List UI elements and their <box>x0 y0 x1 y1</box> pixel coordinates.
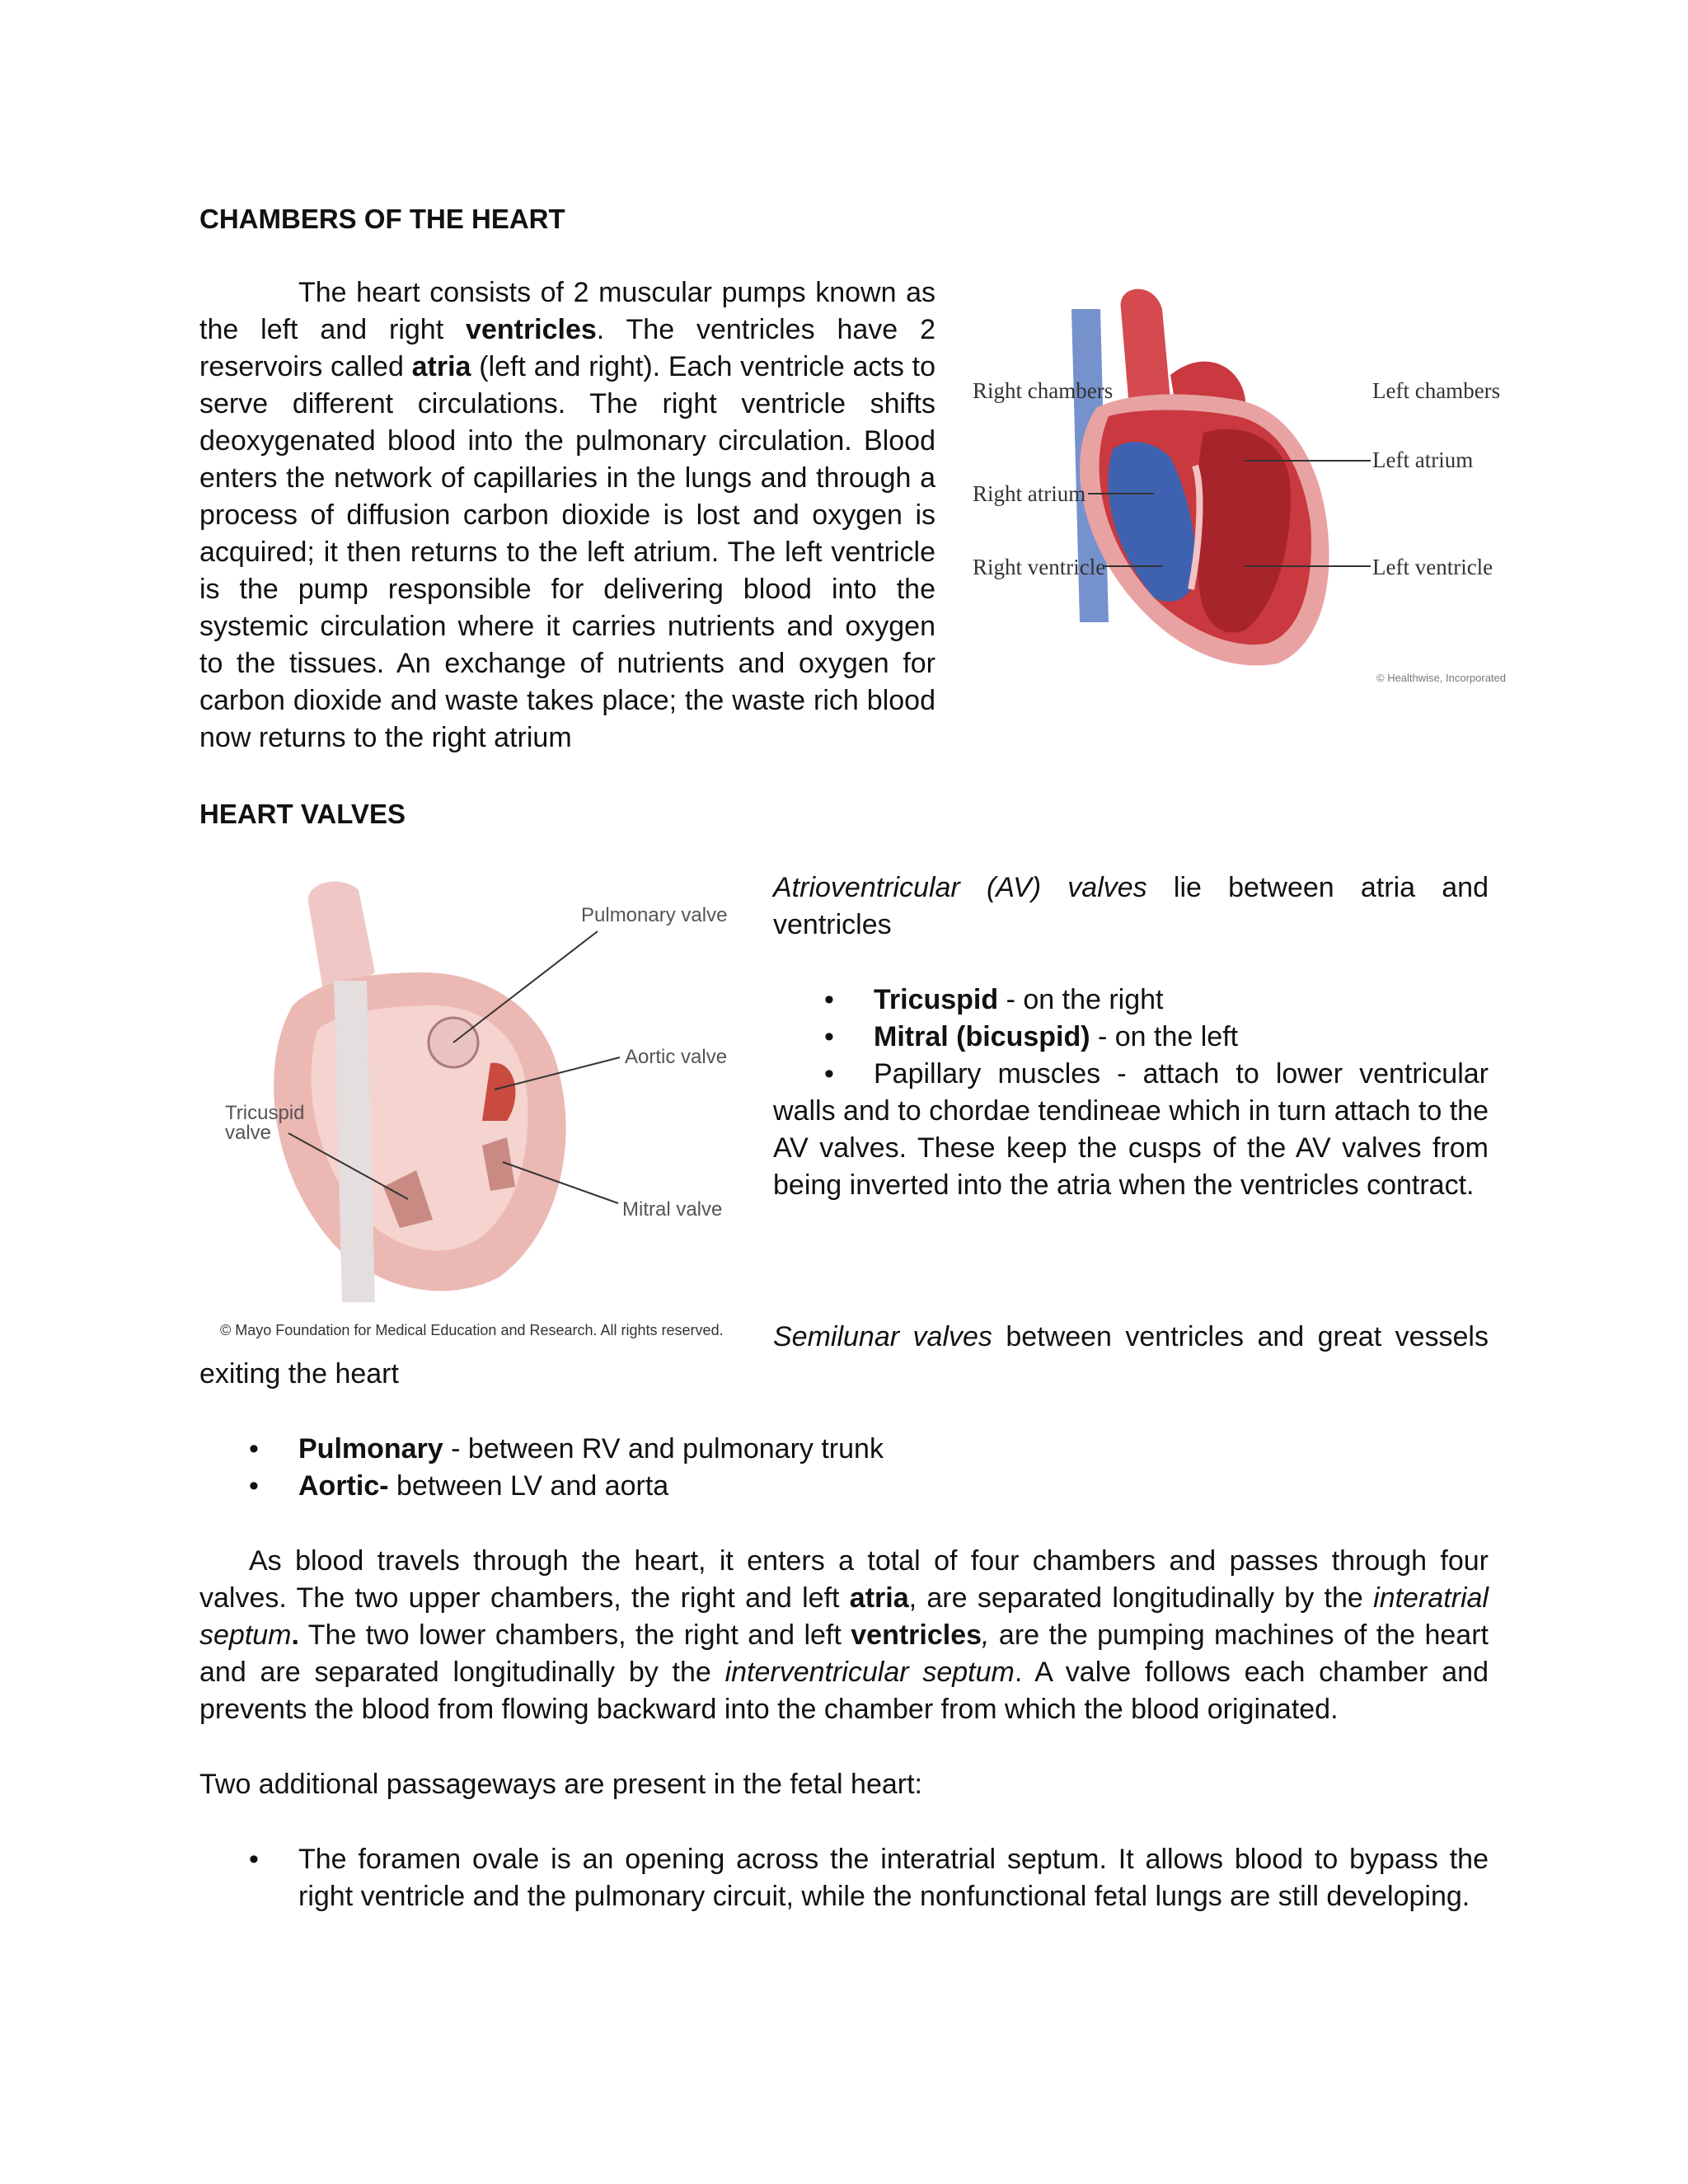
bullet-dot: • <box>824 984 834 1015</box>
bullet-aortic-text <box>298 1468 668 1505</box>
label-left-atrium: Left atrium <box>1372 448 1474 472</box>
bullet-mitral-bold: Mitral (bicuspid) <box>874 1021 1090 1052</box>
chambers-text-2: . The ventricles have 2 reservoirs called <box>199 314 935 382</box>
aorta-shape <box>1121 289 1170 408</box>
travel-italic-interventricular: interventricular septum <box>724 1657 1015 1688</box>
bullet-dot-papillary: • <box>824 1058 834 1090</box>
travel-text-5: . A valve follows each chamber and prevents the blood from flowing backward into the chamber from which the blood originated. <box>199 1657 1489 1725</box>
bullet-pulmonary-text <box>298 1431 884 1468</box>
label-right-ventricle: Right ventricle <box>973 555 1106 579</box>
travel-text-1: As blood travels through the heart, it enters a total of four chambers and passes through four valves. The two upper chambers, the right and left <box>199 1545 1489 1614</box>
figure-credit-healthwise: © Healthwise, Incorporated <box>1376 672 1506 684</box>
chambers-bold-ventricles: ventricles <box>466 314 597 345</box>
label-right-atrium: Right atrium <box>973 481 1086 506</box>
bullet-aortic-bold: Aortic- <box>298 1470 389 1502</box>
bullet-pulmonary-rest: - between RV and pulmonary trunk <box>443 1433 884 1465</box>
label-mitral-valve: Mitral valve <box>622 1198 723 1221</box>
semilunar-italic: Semilunar valves <box>773 1321 992 1352</box>
chambers-paragraph <box>199 274 935 757</box>
travel-text-4: are the pumping machines of the heart and are separated longitudinally by the <box>199 1619 1489 1688</box>
label-pulmonary-valve: Pulmonary valve <box>581 904 728 926</box>
bullet-pulmonary-bold: Pulmonary <box>298 1433 443 1465</box>
av-valves-rest: lie between atria and ventricles <box>773 872 1489 940</box>
av-valves-italic: Atrioventricular (AV) valves <box>773 872 1147 903</box>
section-heading-valves: HEART VALVES <box>199 799 406 829</box>
chambers-text-1: The heart consists of 2 muscular pumps known as the left and right <box>199 277 935 345</box>
bullet-dot: • <box>249 1470 259 1502</box>
figure-credit-mayo: © Mayo Foundation for Medical Education and Research. All rights reserved. <box>220 1322 724 1338</box>
bullet-tricuspid-rest: - on the right <box>998 984 1164 1015</box>
travel-paragraph <box>199 1543 1489 1728</box>
label-aortic-valve: Aortic valve <box>625 1046 728 1068</box>
heart-chambers-figure <box>964 276 1517 696</box>
papillary-paragraph: Papillary muscles - attach to lower ventricular walls and to chordae tendineae which in turn attach to the AV valves. These keep the cusps of the AV valves from being inverted into the atria when the ventricles contract. <box>773 1058 1489 1201</box>
bullet-dot: • <box>824 1021 834 1052</box>
bullet-tricuspid-text <box>874 982 1163 1019</box>
foramen-ovale-bullet: The foramen ovale is an opening across the interatrial septum. It allows blood to bypass the right ventricle and the pulmonary circuit, while the nonfunctional fetal lungs are still developing. <box>298 1844 1489 1912</box>
travel-italic-comma: , <box>982 1619 990 1651</box>
semilunar-rest: between ventricles and great vessels <box>992 1321 1489 1352</box>
travel-italic-interatrial: interatrial septum <box>199 1582 1489 1651</box>
bullet-mitral-text <box>874 1019 1238 1056</box>
bullet-dot-foramen: • <box>249 1844 259 1875</box>
av-valves-line <box>773 869 1489 944</box>
travel-bold-ventricles: ventricles <box>851 1619 982 1651</box>
bullet-aortic-rest: between LV and aorta <box>388 1470 669 1502</box>
chambers-text-3: (left and right). Each ventricle acts to serve different circulations. The right ventricle shifts deoxygenated blood into the pulmonary circulation. Blood enters the network of capillaries in the lungs and through a process of diffusion carbon dioxide is lost and oxygen is acquired; it then returns to the left atrium. The left ventricle is the pump responsible for delivering blood into the systemic circulation where it carries nutrients and oxygen to the tissues. An exchange of nutrients and oxygen for carbon dioxide and waste takes place; the waste rich blood now returns to the right atrium <box>199 351 936 753</box>
semilunar-continuation: exiting the heart <box>199 1358 399 1390</box>
bullet-dot: • <box>249 1433 259 1465</box>
heart-valves-figure <box>210 874 754 1352</box>
label-tricuspid-valve-1: Tricuspid <box>225 1102 305 1124</box>
travel-bold-atria: atria <box>849 1582 909 1614</box>
fetal-intro: Two additional passageways are present in the fetal heart: <box>199 1769 922 1800</box>
travel-bold-dot: . <box>291 1619 299 1651</box>
label-left-chambers: Left chambers <box>1372 378 1501 403</box>
label-left-ventricle: Left ventricle <box>1372 555 1493 579</box>
chambers-bold-atria: atria <box>411 351 471 382</box>
bullet-mitral-rest: - on the left <box>1090 1021 1239 1052</box>
travel-text-3: The two lower chambers, the right and left <box>298 1619 851 1651</box>
section-heading-chambers: CHAMBERS OF THE HEART <box>199 204 565 234</box>
label-tricuspid-valve-2: valve <box>225 1122 272 1144</box>
label-right-chambers: Right chambers <box>973 378 1114 403</box>
semilunar-line <box>773 1319 1489 1356</box>
bullet-tricuspid-bold: Tricuspid <box>874 984 999 1015</box>
travel-text-2: , are separated longitudinally by the <box>908 1582 1374 1614</box>
